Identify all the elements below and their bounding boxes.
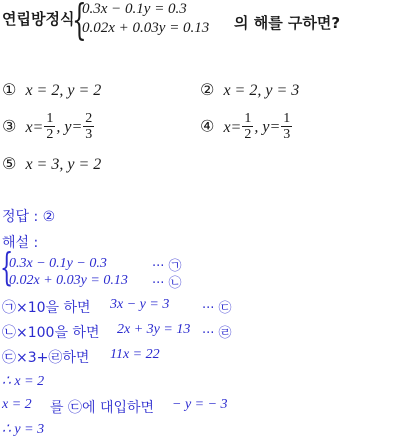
option-x-prefix: x= [223,118,242,136]
question-prefix: 연립방정식 [2,10,75,28]
option-number: ① [2,80,17,99]
numerator: 2 [85,111,93,126]
option-separator: , y= [56,118,83,136]
option-number: ③ [2,116,17,136]
option-number: ⑤ [2,154,17,173]
step5-text: 를 ㉢에 대입하면 [50,400,155,416]
option-5[interactable] [2,154,101,174]
sys-eq2-tag: ··· ㉡ [152,276,182,291]
option-2[interactable] [200,80,299,100]
option-x-fraction [44,111,55,143]
denominator: 3 [85,127,93,142]
option-4[interactable] [200,111,293,143]
option-text: x = 2, y = 3 [223,82,300,99]
option-text: x = 3, y = 2 [25,156,102,173]
step2-text: ㉡×100을 하면 [2,325,100,341]
option-1[interactable] [2,80,101,100]
step5-result: − y = − 3 [172,397,228,412]
option-number: ② [200,80,215,99]
numerator: 1 [46,111,54,126]
denominator: 2 [244,127,252,142]
option-x-prefix: x= [25,118,44,136]
numerator: 1 [283,111,291,126]
option-number: ④ [200,116,215,136]
question-eq2: 0.02x + 0.03y = 0.13 [82,20,210,36]
numerator: 1 [244,111,252,126]
step3-eq: 11x = 22 [110,347,160,362]
step1-tag: ··· ㉢ [202,301,232,316]
step1-eq: 3x − y = 3 [110,297,170,312]
sys-eq2: 0.02x + 0.03y = 0.13 [9,273,128,288]
denominator: 3 [283,127,291,142]
step5-eq: x = 2 [2,397,32,412]
option-x-fraction [242,111,253,143]
option-3[interactable] [2,111,95,143]
question-suffix: 의 해를 구하면? [234,14,341,32]
sys-eq1: 0.3x − 0.1y − 0.3 [9,256,107,271]
step3-text: ㉢×3+㉣하면 [2,350,90,366]
step4-eq: ∴ x = 2 [2,374,45,389]
question-eq1: 0.3x − 0.1y = 0.3 [82,1,187,17]
explain-label: 해설 : [2,235,39,251]
step6-eq: ∴ y = 3 [2,422,45,437]
answer-label: 정답 : ② [2,209,56,225]
system-brace: { [72,0,87,44]
option-separator: , y= [254,118,281,136]
option-y-fraction [83,111,94,143]
option-text: x = 2, y = 2 [25,82,102,99]
solution-brace: { [0,245,14,289]
step2-tag: ··· ㉣ [202,326,232,341]
denominator: 2 [46,127,54,142]
step1-text: ㉠×10을 하면 [2,300,91,316]
step2-eq: 2x + 3y = 13 [117,322,191,337]
option-y-fraction [281,111,292,143]
sys-eq1-tag: ··· ㉠ [152,259,182,274]
